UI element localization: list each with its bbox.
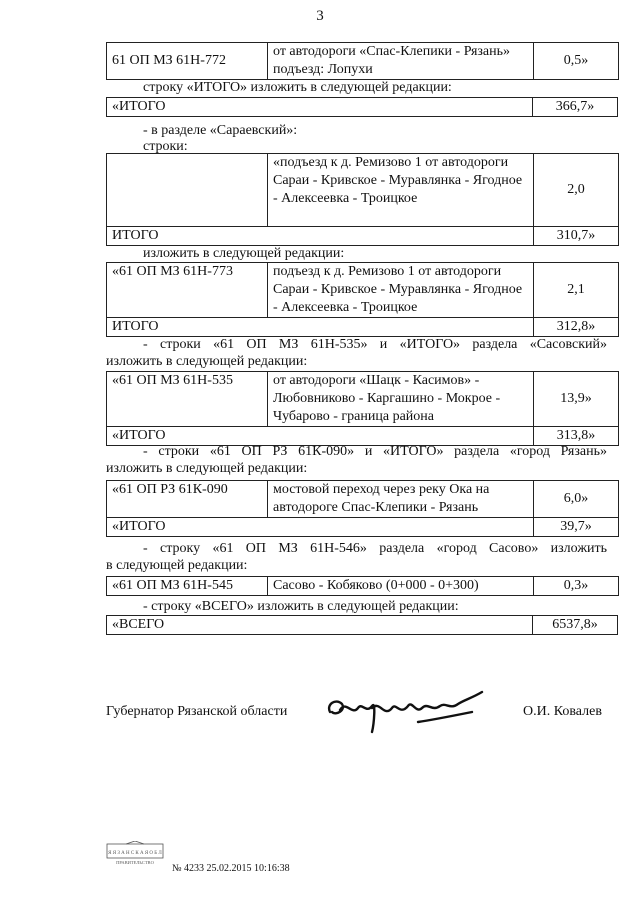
vsego-row (106, 615, 618, 635)
paragraph: - строку «61 ОП МЗ 61Н-546» раздела «город Сасово» изложить (143, 541, 607, 556)
itogo-value: 310,7» (534, 227, 619, 246)
instruction-text: изложить в следующей редакции: (143, 246, 345, 261)
itogo-label: «ИТОГО (107, 518, 534, 537)
itogo-label: ИТОГО (107, 227, 534, 246)
instruction-text: строку «ИТОГО» изложить в следующей редакции: (143, 80, 452, 95)
paragraph: изложить в следующей редакции: (106, 354, 308, 369)
road-length: 13,9» (534, 372, 619, 427)
road-code: «61 ОП МЗ 61Н-545 (107, 577, 268, 596)
road-code: «61 ОП РЗ 61К-090 (107, 481, 268, 518)
section-heading: - в разделе «Сараевский»: (143, 123, 298, 138)
road-length: 2,1 (534, 263, 619, 318)
paragraph: в следующей редакции: (106, 558, 248, 573)
table-row-535 (106, 371, 619, 446)
road-length: 0,5» (534, 43, 619, 80)
road-length: 6,0» (534, 481, 619, 518)
paragraph: изложить в следующей редакции: (106, 461, 308, 476)
vsego-label: «ВСЕГО (107, 616, 533, 635)
itogo-row (106, 97, 618, 117)
table-row-773 (106, 262, 619, 337)
road-name: Сасово - Кобяково (0+000 - 0+300) (268, 577, 534, 596)
vsego-value: 6537,8» (533, 616, 618, 635)
document-registration-number: № 4233 25.02.2015 10:16:38 (172, 863, 290, 874)
paragraph: - строки «61 ОП МЗ 61Н-535» и «ИТОГО» раздела «Сасовский» (143, 337, 607, 352)
page-number: 3 (316, 8, 324, 24)
signatory-name: О.И. Ковалев (523, 704, 602, 719)
road-code: «61 ОП МЗ 61Н-773 (107, 263, 268, 318)
svg-text:ПРАВИТЕЛЬСТВО: ПРАВИТЕЛЬСТВО (116, 860, 154, 865)
road-name: «подъезд к д. Ремизово 1 от автодороги Сараи - Кривское - Муравлянка - Ягодное - Алексеевка - Троицкое (268, 154, 534, 227)
road-name: подъезд к д. Ремизово 1 от автодороги Сараи - Кривское - Муравлянка - Ягодное - Алексеевка - Троицкое (268, 263, 534, 318)
paragraph: - строки «61 ОП РЗ 61К-090» и «ИТОГО» раздела «город Рязань» (143, 444, 607, 459)
itogo-value: 312,8» (534, 318, 619, 337)
road-length: 2,0 (534, 154, 619, 227)
road-code: «61 ОП МЗ 61Н-535 (107, 372, 268, 427)
itogo-label: ИТОГО (107, 318, 534, 337)
instruction-text: строки: (143, 139, 188, 154)
itogo-label: «ИТОГО (107, 427, 534, 446)
table-row-090 (106, 480, 619, 537)
road-code: 61 ОП МЗ 61Н-772 (107, 43, 268, 80)
table-row-772 (106, 42, 619, 80)
itogo-value: 366,7» (533, 98, 618, 117)
paragraph: - строку «ВСЕГО» изложить в следующей редакции: (143, 599, 459, 614)
road-name: от автодороги «Шацк - Касимов» - Любовниково - Каргашино - Мокрое - Чубарово - граница района (268, 372, 534, 427)
table-row-old-remizovo (106, 153, 619, 246)
road-name: от автодороги «Спас-Клепики - Рязань» подъезд: Лопухи (268, 43, 534, 80)
road-name: мостовой переход через реку Ока на автодороге Спас-Клепики - Рязань (268, 481, 534, 518)
svg-text:Я Я З А Н С К А Я О Б Л: Я Я З А Н С К А Я О Б Л (108, 851, 162, 856)
road-code (107, 154, 268, 227)
signatory-title: Губернатор Рязанской области (106, 704, 288, 719)
registry-stamp (106, 841, 164, 867)
handwritten-signature (322, 690, 492, 734)
road-length: 0,3» (534, 577, 619, 596)
itogo-label: «ИТОГО (107, 98, 533, 117)
itogo-value: 313,8» (534, 427, 619, 446)
itogo-value: 39,7» (534, 518, 619, 537)
table-row-545 (106, 576, 619, 596)
